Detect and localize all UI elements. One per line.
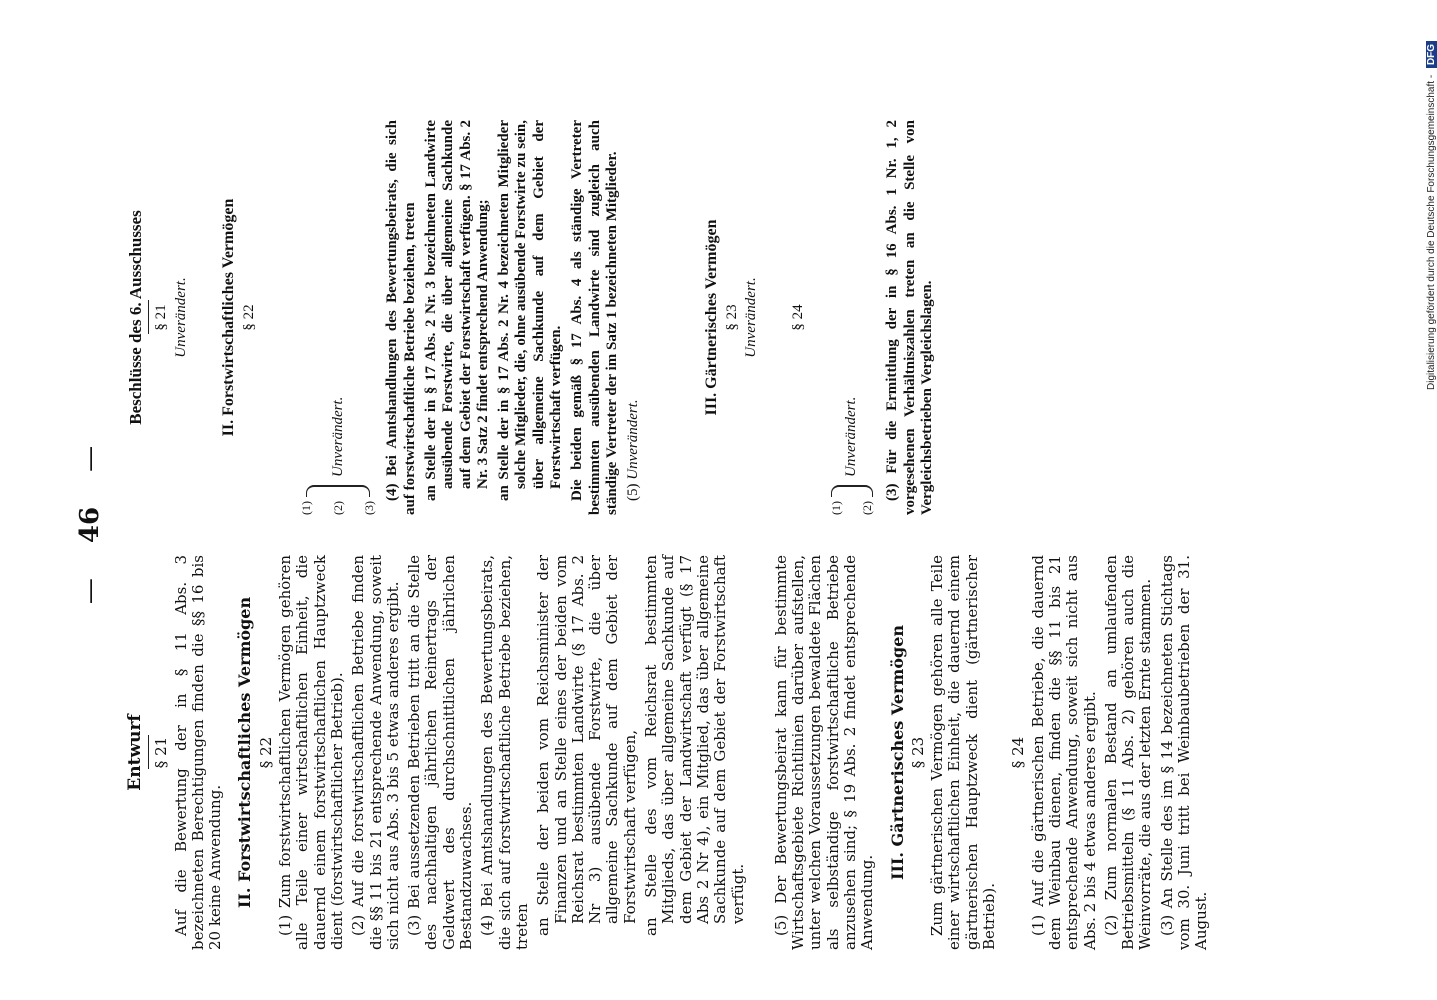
committee-column (125, 120, 940, 515)
section-23-text: Zum gärtnerischen Vermögen gehören alle Teile einer wirtschaftlichen Einheit, die dauernd einem gärtnerischen Hauptzweck dient (gärtnerischer Betrieb). (928, 555, 999, 950)
section-23-unchanged: Unverändert. (743, 277, 760, 358)
section-24-number: § 24 (1009, 736, 1028, 769)
curly-brace (306, 485, 370, 497)
committee-para-4: (4) Bei Amtshandlungen des Bewertungsbeirats, die sich auf forstwirtschaftliche Betriebe beziehen, treten (384, 120, 418, 515)
section-24-para-1: (1) Auf die gärtnerischen Betriebe, die dauernd dem Weinbau dienen, finden die §§ 11 bis 21 entsprechende Anwendung, soweit sich nicht aus Abs. 2 bis 4 etwas anderes ergibt. (1028, 555, 1099, 950)
document-page (75, 90, 1315, 960)
section-24-paragraph-numbers (828, 501, 877, 515)
committee-para-4c: Die beiden gemäß § 17 Abs. 4 als ständige Vertreter bestimmten ausübenden Landwirte sind zugleich auch ständige Vertreter der im Satz 1 bezeichneten Mitglieder. (569, 120, 620, 515)
committee-section-21-number: § 21 (153, 304, 170, 331)
paragraph-numbers (298, 501, 378, 515)
section-22-number: § 22 (256, 736, 275, 769)
section-22-para-4: (4) Bei Amtshandlungen des Bewertungsbeirats, die sich auf forstwirtschaftliche Betriebe beziehen, treten (478, 555, 531, 950)
committee-column-title: Beschlüsse des 6. Ausschusses (126, 210, 145, 425)
para-5-unchanged: Unverändert. (625, 399, 642, 480)
committee-para-4b: an Stelle der in § 17 Abs. 2 Nr. 4 bezeichneten Mitglieder solche Mitglieder, die, ohne ausübende Forstwirte zu sein, über allgemeine Sachkunde auf dem Gebiet der Forstwirtschaft verfügen. (496, 120, 565, 501)
section-23-number: § 23 (908, 736, 927, 769)
committee-s24-para-3: (3) Für die Ermittlung der in § 16 Abs. 1 Nr. 1, 2 vorgesehenen Verhältniszahlen treten an die Stelle von Vergleichsbetrieben Vergleichslagen. (884, 120, 935, 515)
committee-para-4a: an Stelle der in § 17 Abs. 2 Nr. 3 bezeichneten Landwirte ausübende Forstwirte, die über allgemeine Sachkunde auf dem Gebiet der Forstwirtschaft verfügen. § 17 Abs. 2 Nr. 3 Satz 2 findet entsprechend Anwendung; (422, 120, 491, 501)
page-number: 46 (75, 506, 105, 544)
committee-forestry-heading: II. Forstwirtschaftliches Vermögen (219, 198, 237, 437)
digitization-credit-text: Digitalisierung gefördert durch die Deutsche Forschungsgemeinschaft - (1426, 74, 1437, 390)
page-header (75, 90, 125, 960)
committee-title-rule (148, 301, 149, 335)
digitization-credit (1426, 41, 1437, 390)
section-24-unchanged: Unverändert. (843, 396, 860, 477)
s24-para-number-2: (2) (860, 501, 875, 515)
forestry-section-heading: II. Forstwirtschaftliches Vermögen (235, 596, 255, 909)
para-number-2: (2) (330, 501, 345, 515)
draft-column-title: Entwurf (125, 714, 145, 791)
draft-column (125, 555, 1215, 950)
committee-section-23-number: § 23 (723, 304, 740, 331)
section-22-para-4a: an Stelle der beiden vom Reichsminister der Finanzen und an Stelle eines der beiden vom Reichsrat bestimmten Landwirte (§ 17 Abs. 2 Nr 3) ausübende Forstwirte, die über allgemeine Sachkunde auf dem Gebiet der Forstwirtschaft verfügen, (534, 555, 639, 936)
committee-section-22-number: § 22 (241, 304, 258, 331)
header-dash-left: — (75, 578, 105, 605)
section-22-para-1: (1) Zum forstwirtschaftlichen Vermögen gehören alle Teile einer wirtschaftlichen Einheit, die dauernd einem forstwirtschaftlichen Hauptzweck dient (forstwirtschaftlicher Betrieb). (276, 555, 346, 950)
section-24-para-2: (2) Zum normalen Bestand an umlaufenden Betriebsmitteln (§ 11 Abs. 2) gehören auch die Weinvorräte, die aus der letzten Ernte stammen. (1101, 555, 1155, 950)
section-22-para-3: (3) Bei aussetzenden Betrieben tritt an die Stelle des nachhaltigen jährlichen Reinertrags der Geldwert des durchschnittlichen jährlichen Bestandzuwachses. (405, 555, 476, 950)
para-number-5: (5) (625, 483, 642, 501)
dfg-logo: DFG (1426, 41, 1437, 68)
section-22-para-2: (2) Auf die forstwirtschaftlichen Betriebe finden die §§ 11 bis 21 entsprechende Anwendung, soweit sich nicht aus Abs. 3 bis 5 etwas anderes ergibt. (349, 555, 402, 950)
section-22-para-5: (5) Der Bewertungsbeirat kann für bestimmte Wirtschaftsgebiete Richtlinien darüber aufstellen, unter welchen Voraussetzungen bewaldete Flächen als selbständige forstwirtschaftliche Betriebe anzusehen sind; § 19 Abs. 2 findet entsprechende Anwendung. (771, 555, 877, 950)
section-22-unchanged-group (298, 120, 378, 515)
committee-section-24-number: § 24 (790, 304, 807, 331)
section-21-number: § 21 (152, 736, 171, 769)
section-24-para-3: (3) An Stelle des im § 14 bezeichneten Stichtags vom 30. Juni tritt bei Weinbaubetrieben der 31. August. (1157, 555, 1211, 950)
title-rule (148, 736, 149, 770)
section-24-unchanged-group (828, 120, 877, 515)
committee-para-5 (625, 120, 642, 515)
s24-curly-brace (831, 485, 873, 497)
horticulture-section-heading: III. Gärtnerisches Vermögen (887, 624, 907, 881)
s24-para-number-1: (1) (828, 501, 843, 515)
header-dash-right: — (75, 445, 105, 472)
committee-horticulture-heading: III. Gärtnerisches Vermögen (702, 219, 720, 416)
section-22-para-4b: an Stelle des vom Reichsrat bestimmten Mitglieds, das über allgemeine Sachkunde auf dem Gebiet der Landwirtschaft verfügt (§ 17 Abs 2 Nr 4), ein Mitglied, das über allgemeine Sachkunde auf dem Gebiet der Forstwirtschaft verfügt. (642, 555, 747, 936)
para-number-3: (3) (362, 501, 377, 515)
section-21-text: Auf die Bewertung der in § 11 Abs. 3 bezeichneten Berechtigungen finden die §§ 16 bis 20 keine Anwendung. (171, 555, 225, 950)
section-21-unchanged: Unverändert. (172, 277, 189, 358)
section-22-unchanged: Unverändert. (329, 396, 346, 477)
para-number-1: (1) (299, 501, 314, 515)
